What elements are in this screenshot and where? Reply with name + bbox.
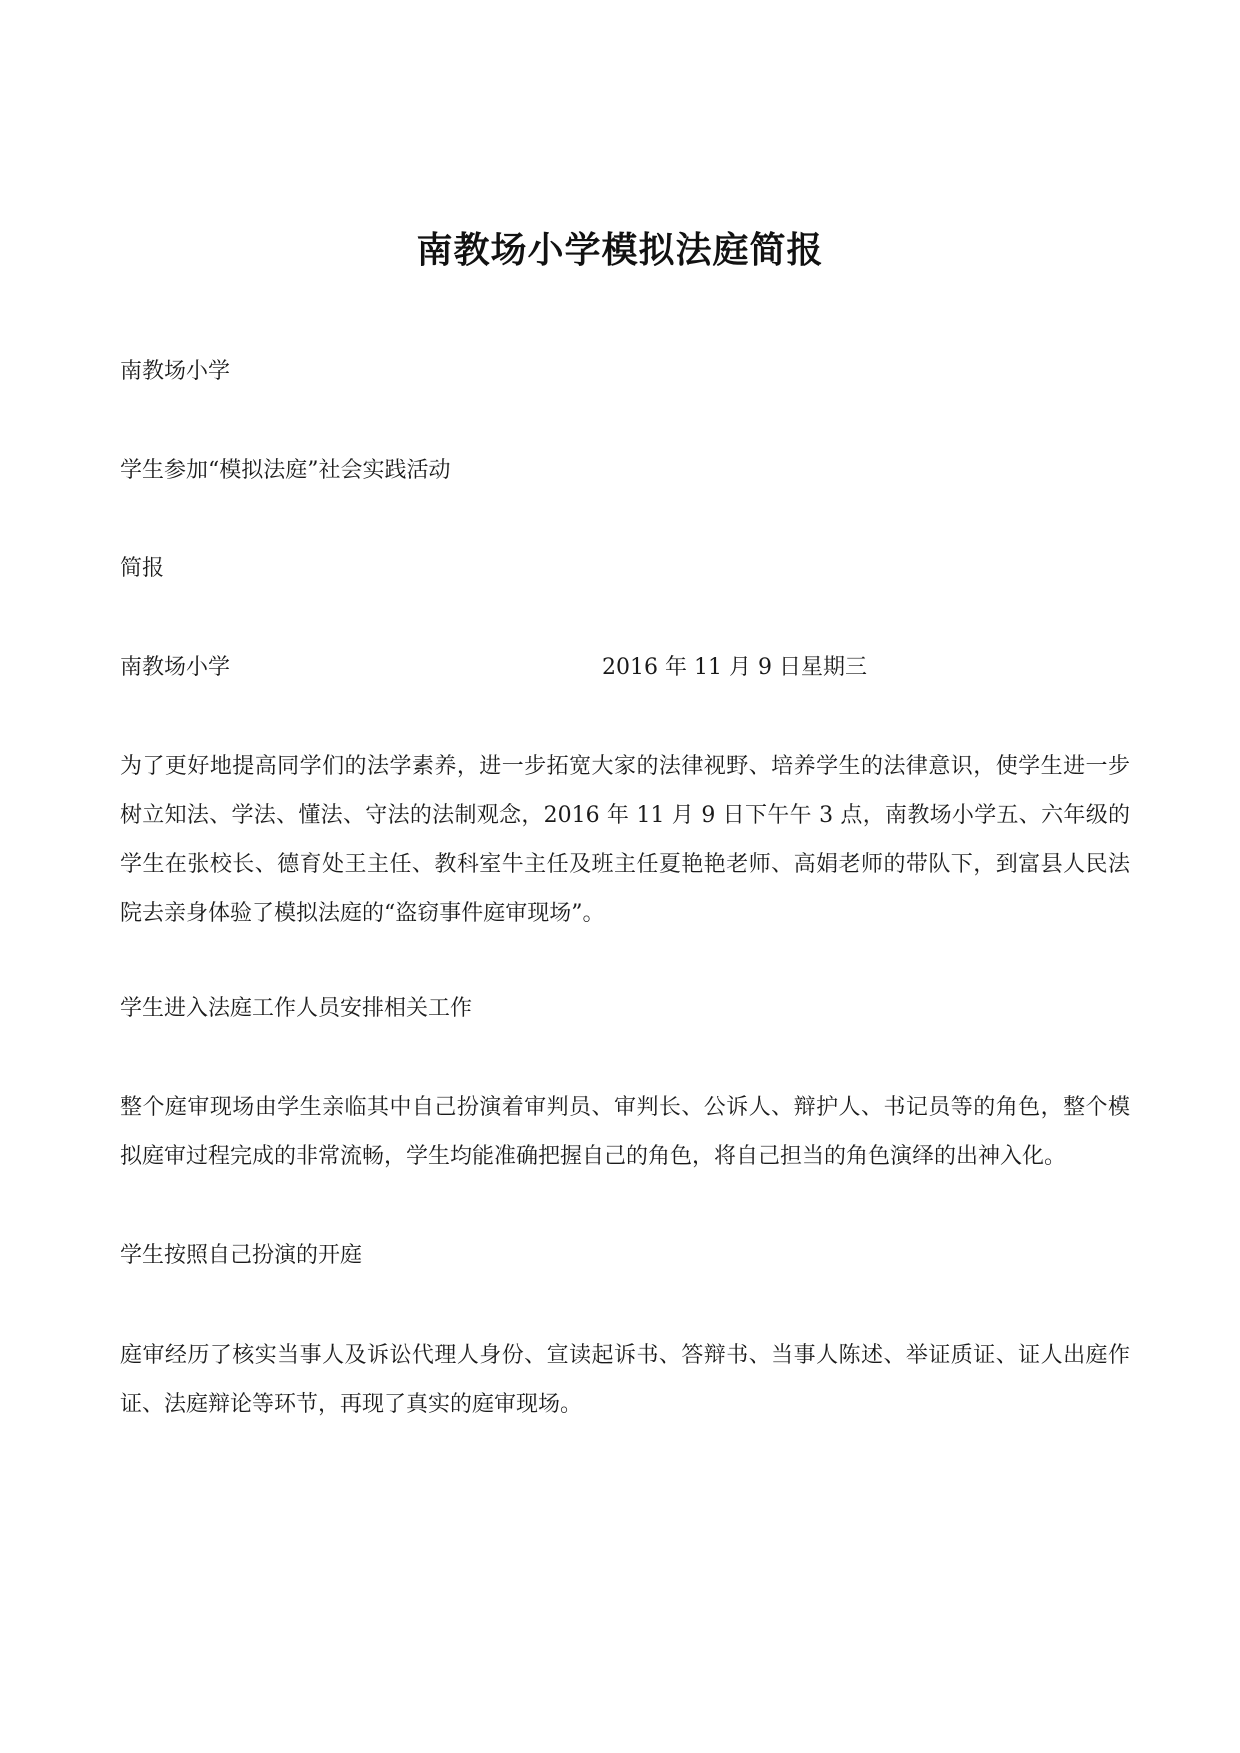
photo-caption-2: 学生按照自己扮演的开庭: [120, 1243, 363, 1268]
brief-line: 简报: [120, 556, 165, 581]
school-line: 南教场小学: [120, 359, 231, 384]
byline-school: 南教场小学: [120, 655, 231, 680]
intro-paragraph: 为了更好地提高同学们的法学素养，进一步拓宽大家的法律视野、培养学生的法律意识，使学生进一步树立知法、学法、懂法、守法的法制观念，2016 年 11 月 9 日下午午 3 点，南教场小学五、六年级的学生在张校长、德育处王主任、教科室牛主任及班主任夏艳艳老师、高娟老师的带队下，到富县人民法院去亲身体验了模拟法庭的“盗窃事件庭审现场”。: [120, 754, 1130, 926]
byline-date: 2016 年 11 月 9 日星期三: [602, 655, 867, 680]
byline: [120, 652, 1120, 684]
subtitle-line: 学生参加“模拟法庭”社会实践活动: [120, 458, 451, 483]
photo-caption-1: 学生进入法庭工作人员安排相关工作: [120, 996, 473, 1021]
process-paragraph: 庭审经历了核实当事人及诉讼代理人身份、宣读起诉书、答辩书、当事人陈述、举证质证、证人出庭作证、法庭辩论等环节，再现了真实的庭审现场。: [120, 1343, 1130, 1417]
roles-paragraph: 整个庭审现场由学生亲临其中自己扮演着审判员、审判长、公诉人、辩护人、书记员等的角色，整个模拟庭审过程完成的非常流畅，学生均能准确把握自己的角色，将自己担当的角色演绎的出神入化。: [120, 1095, 1130, 1169]
document-title: 南教场小学模拟法庭简报: [416, 230, 824, 271]
